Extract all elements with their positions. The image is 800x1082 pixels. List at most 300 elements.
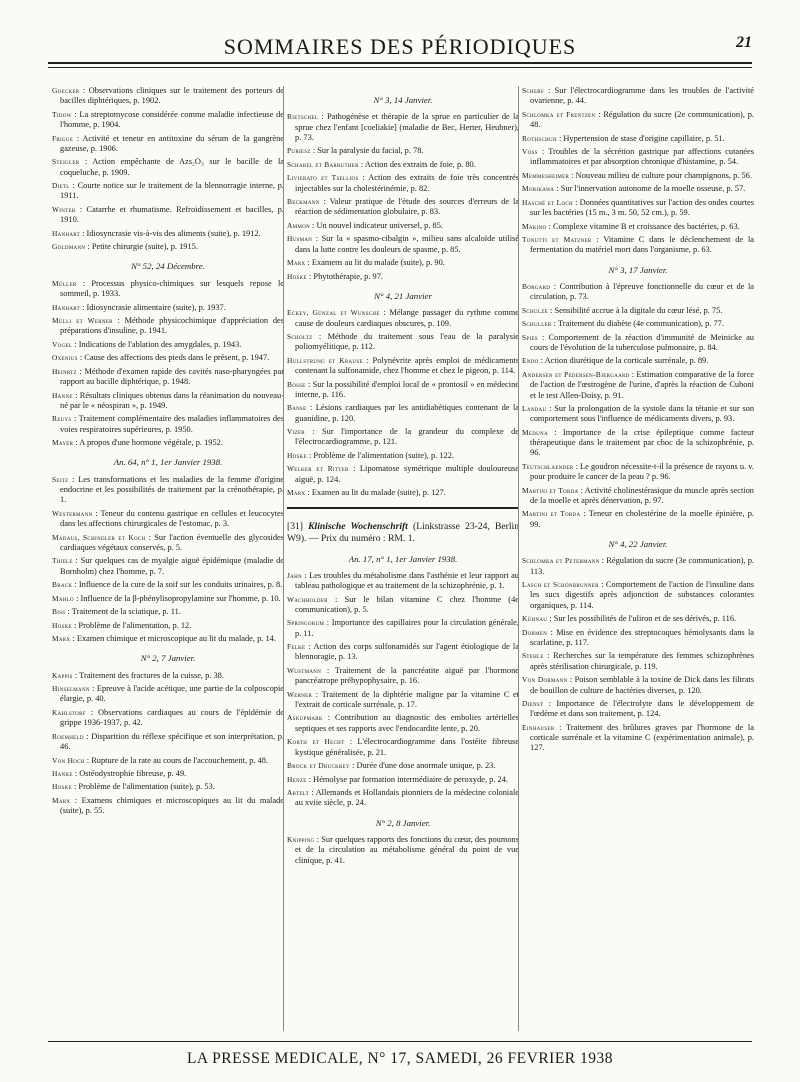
- issue-heading: An. 17, n° 1, 1er Janvier 1938.: [348, 553, 458, 564]
- article-author: Frigge: [52, 133, 74, 143]
- article-author: Springorum: [287, 618, 325, 628]
- article-author: Schlomka et Petermann: [522, 556, 600, 566]
- article-author: Thiele: [52, 556, 73, 566]
- article-author: Von Dormann: [522, 675, 568, 685]
- article-title: Traitement complémentaire des maladies inflammatoires des voies respiratoires supérieures, p. 1950.: [60, 414, 284, 434]
- article-title: Sur la prolongation de la systole dans la tétanie et sur son comportement sous l'influence de médicaments divers, p. 93.: [530, 404, 754, 424]
- article-title: A propos d'une hormone végétale, p. 1952.: [79, 438, 223, 448]
- article-entry: Eckey, Günzal et Wunsche : Mélange passager du rythme comme cause de douleurs cardiaques obscures, p. 109.: [287, 308, 519, 328]
- article-author: Hoske: [52, 782, 72, 792]
- article-title: Processus physico-chimiques sur lesquels repose le sommeil, p. 1933.: [60, 278, 284, 299]
- article-entry: Beckmann : Valeur pratique de l'étude des sources d'erreurs de la réaction de sédimentation globulaire, p. 83.: [287, 197, 519, 217]
- article-title: Un nouvel indicateur universel, p. 85.: [316, 220, 443, 230]
- article-entry: Wachholder : Sur le bilan vitamine C chez l'homme (4e communication), p. 5.: [287, 594, 519, 614]
- article-title: Catarrhe et rhumatisme. Refroidissement et bacilles, p. 1910.: [60, 204, 284, 225]
- article-title: Examen au lit du malade (suite), p. 127.: [311, 488, 446, 498]
- article-entry: Seitz : Les transformations et les maladies de la femme d'origine endocrine et les possibilités de traitement par la crénothérapie, p. 1.: [52, 474, 284, 505]
- article-entry: Madaus, Schindler et Koch : Sur l'action éventuelle des glycosides cardiaques végétaux conservés, p. 5.: [52, 532, 284, 552]
- article-entry: Westermann : Teneur du contenu gastrique en cellules et leucocytes dans les affections chirurgicales de l'estomac, p. 3.: [52, 508, 284, 529]
- article-author: Von Hoch: [52, 755, 85, 765]
- article-author: Mayer: [52, 438, 74, 448]
- article-author: Rietschel: [287, 112, 319, 122]
- article-author: Henze: [287, 774, 307, 784]
- article-author: Kahlstorf: [52, 707, 86, 717]
- article-author: Schulze: [522, 305, 548, 315]
- article-title: Courte notice sur le traitement de la blennorragie interne, p. 1911.: [60, 181, 284, 201]
- article-entry: Rietschel : Pathogénèse et thérapie de la sprue en particulier de la sprue chez l'enfant [coeliakie] (maladie de Bec, Herter, Heubner), p. 73.: [287, 112, 519, 142]
- article-entry: Schulze : Sensibilité accrue à la digitale du cœur lésé, p. 75.: [522, 305, 723, 315]
- article-author: Hanhart: [52, 302, 80, 312]
- article-title: Traitement de la sciatique, p. 11.: [71, 607, 181, 617]
- article-entry: Kahlstorf : Observations cardiaques au cours de l'épidémie de grippe 1936-1937, p. 42.: [52, 707, 284, 728]
- article-author: Memmesheimer: [522, 170, 570, 180]
- article-entry: Thiele : Sur quelques cas de myalgie aiguë épidémique (maladie de Bornholm) chez l'homme, p. 7.: [52, 556, 284, 576]
- column-3: [522, 86, 754, 1036]
- article-title: Régulation du sucre (3e communication), p. 113.: [530, 556, 754, 576]
- article-title: Sur l'importance de la grandeur du complexe de l'électrocardiogramme, p. 121.: [295, 427, 519, 447]
- article-title: Petite chirurgie (suite), p. 1915.: [91, 242, 198, 252]
- article-author: Wachholder: [287, 594, 328, 604]
- article-title: Poison semblable à la toxine de Dick dans les filtrats de bouillon de culture de bactéries diverses, p. 120.: [530, 675, 754, 695]
- article-author: Marx: [52, 634, 71, 644]
- article-title: Importance des capillaires pour la circulation générale, p. 11.: [295, 618, 519, 638]
- article-entry: Biss : Traitement de la sciatique, p. 11.: [52, 607, 181, 617]
- article-author: Reuys: [52, 414, 72, 424]
- article-entry: Hinselmann : Epreuve à l'acide acétique, une partie de la colposcopie élargie, p. 40.: [52, 684, 284, 704]
- header-rule-thin: [48, 67, 752, 68]
- article-title: Méthode du traitement sous l'eau de la paralysie poliomyélitique, p. 112.: [295, 332, 519, 352]
- article-title: Comportement de la réaction d'immunité de Meinicke au cours de l'évolution de la tuberculose pulmonaire, p. 84.: [530, 332, 754, 352]
- article-title: L'électrocardiogramme dans l'ostéite fibreuse kystique généralisée, p. 21.: [295, 737, 519, 757]
- article-author: Westermann: [52, 508, 93, 518]
- article-entry: Stehle : Recherches sur la température des femmes schizophrènes après stérilisation chirurgicale, p. 119.: [522, 651, 754, 671]
- article-author: Martini et Torda: [522, 485, 579, 495]
- article-author: Brock et Druckrey: [287, 761, 350, 771]
- article-title: Valeur pratique de l'étude des sources d'erreurs de la réaction de sédimentation globulaire, p. 83.: [295, 197, 519, 217]
- article-title: Résultats cliniques obtenus dans la réanimation du nouveau-né par le « néospiran », p. 1949.: [60, 390, 284, 410]
- article-title: Action empêchante de Azs₂O₃ sur le bacille de la coqueluche, p. 1909.: [60, 157, 284, 177]
- article-author: Roemheld: [52, 731, 84, 741]
- article-title: Action diurétique de la corticale surrénale, p. 89.: [544, 356, 709, 366]
- article-title: Examen chimique et microscopique au lit du malade, p. 14.: [76, 634, 276, 644]
- article-author: Müller: [52, 278, 77, 288]
- article-title: Idiosyncrasie vis-à-vis des aliments (suite), p. 1912.: [86, 228, 261, 238]
- article-author: Beckmann: [287, 197, 320, 207]
- article-title: Problème de l'alimentation, p. 12.: [78, 620, 192, 630]
- article-entry: Dormen : Mise en évidence des streptocoques hémolysants dans la scarlatine, p. 117.: [522, 627, 754, 647]
- article-author: Banse: [287, 403, 307, 413]
- article-author: Hanhart: [52, 228, 80, 238]
- article-author: Lasch et Schönbrunner: [522, 580, 599, 590]
- article-entry: Vizer : Sur l'importance de la grandeur du complexe de l'électrocardiogramme, p. 121.: [287, 427, 519, 447]
- article-title: Méthode d'examen rapide des cavités naso-pharyngées par rapport au bacille diphtérique, p. 1948.: [60, 366, 284, 387]
- article-entry: Springorum : Importance des capillaires pour la circulation générale, p. 11.: [287, 618, 519, 638]
- article-entry: Brack : Influence de la cure de la soif sur les conduits urinaires, p. 8.: [52, 580, 283, 590]
- article-title: Régulation du sucre (2e communication), p. 48.: [530, 109, 754, 130]
- article-title: Phytothérapie, p. 97.: [313, 271, 383, 281]
- article-author: Dienst: [522, 699, 544, 709]
- journal-details: (Linkstrasse 23-24, Berlin W9). — Prix du numéro : RM. 1.: [287, 520, 519, 544]
- article-title: Teneur en cholestérine de la moelle épinière, p. 99.: [530, 509, 754, 529]
- article-entry: Bosse : Sur la possibilité d'emploi local de « prontosil » en médecine interne, p. 116.: [287, 379, 519, 399]
- article-author: Landau: [522, 404, 547, 414]
- article-author: Vizer: [287, 427, 305, 437]
- article-author: Hoske: [287, 450, 307, 460]
- article-author: Steigler: [52, 157, 80, 167]
- article-entry: Hoske : Problème de l'alimentation (suite), p. 53.: [52, 782, 215, 792]
- article-author: Brack: [52, 580, 73, 590]
- article-author: Welker et Ritter: [287, 464, 349, 474]
- article-author: Dietl: [52, 181, 70, 191]
- article-entry: Livierato et Tsellios : Action des extraits de foie très concentrés injectables sur la cholestérinémie, p. 82.: [287, 173, 519, 193]
- article-author: Vogel: [52, 339, 73, 349]
- article-entry: Schabel et Barruther : Action des extraits de foie, p. 80.: [287, 159, 476, 169]
- article-title: Allemands et Hollandais pionniers de la médecine coloniale au xviie siècle, p. 24.: [295, 788, 519, 808]
- article-title: Contribution à l'épreuve fonctionnelle du cœur et de la circulation, p. 73.: [530, 281, 754, 302]
- issue-heading: N° 4, 22 Janvier.: [608, 539, 668, 550]
- header-rule: [48, 62, 752, 64]
- article-title: Recherches sur la température des femmes schizophrènes après stérilisation chirurgicale, p. 119.: [530, 651, 754, 671]
- article-entry: Rothschuh : Hypertension de stase d'origine capillaire, p. 51.: [522, 133, 725, 143]
- article-entry: Knipping : Sur quelques rapports des fonctions du cœur, des poumons et de la circulation au métabolisme général du point de vue clinique, p. 41.: [287, 834, 519, 865]
- article-author: Madaus, Schindler et Koch: [52, 532, 146, 542]
- article-entry: Husman : Sur la « spasmo-cibalgin », milieu sans alcaloïde utilisé dans la lutte contre les douleurs de spasme, p. 85.: [287, 234, 519, 254]
- article-title: Mise en évidence des streptocoques hémolysants dans la scarlatine, p. 117.: [530, 627, 754, 647]
- article-entry: Schlomka et Frentzen : Régulation du sucre (2e communication), p. 48.: [522, 109, 754, 130]
- article-entry: Von Hoch : Rupture de la rate au cours de l'accouchement, p. 48.: [52, 755, 269, 765]
- issue-heading: N° 4, 21 Janvier: [374, 290, 432, 301]
- article-entry: Morikawa : Sur l'innervation autonome de la moelle osseuse, p. 57.: [522, 184, 746, 194]
- article-author: Hanke: [52, 768, 73, 778]
- article-entry: Mahlo : Influence de la β-phénylisopropylamine sur l'homme, p. 10.: [52, 593, 281, 603]
- article-entry: Hoske : Phytothérapie, p. 97.: [287, 271, 383, 281]
- article-title: Importance de la crise épileptique comme facteur thérapeutique dans le traitement par choc de la schizophrénie, p. 96.: [530, 427, 754, 458]
- article-entry: Schuller : Traitement du diabète (4e communication), p. 77.: [522, 319, 724, 329]
- article-title: Pathogénèse et thérapie de la sprue en particulier de la sprue chez l'enfant [coeliakie] (maladie de Bec, Herter, Heubner), p. 73.: [295, 112, 519, 142]
- article-entry: Martini et Torda : Teneur en cholestérine de la moelle épinière, p. 99.: [522, 509, 754, 529]
- article-title: Ostéodystrophie fibreuse, p. 49.: [79, 768, 187, 778]
- article-author: Seitz: [52, 474, 69, 484]
- article-entry: Marx : Examens chimiques et microscopiques au lit du malade (suite), p. 55.: [52, 795, 284, 816]
- article-entry: Dietl : Courte notice sur le traitement de la blennorragie interne, p. 1911.: [52, 181, 284, 201]
- article-author: Werner: [287, 689, 313, 699]
- article-entry: Mayer : A propos d'une hormone végétale, p. 1952.: [52, 438, 223, 448]
- article-title: Rupture de la rate au cours de l'accouchement, p. 48.: [91, 755, 269, 765]
- article-author: Kühnau: [522, 614, 548, 624]
- column-2: [287, 86, 519, 1036]
- article-title: Idiosyncrasie alimentaire (suite), p. 1937.: [86, 302, 226, 312]
- article-author: Wustmann: [287, 665, 322, 675]
- article-title: Importance de l'électrolyte dans le développement de l'œdème et dans son traitement, p. 124.: [530, 699, 754, 719]
- article-title: Données quantitatives sur l'action des ondes courtes sur les bactéries (15 m., 3 m. 50, 52 cm.), p. 59.: [530, 197, 754, 218]
- article-title: Comportement de l'action de l'insuline dans les sucs digestifs après adjonction de substances colorantes organiques, p. 114.: [530, 580, 754, 610]
- article-entry: Tonutti et Matzner : Vitamine C dans le déclenchement de la fermentation du matériel mort dans l'organisme, p. 63.: [522, 235, 754, 255]
- article-title: Problème de l'alimentation (suite), p. 122.: [313, 450, 455, 460]
- article-entry: Reuys : Traitement complémentaire des maladies inflammatoires des voies respiratoires supérieures, p. 1950.: [52, 414, 284, 434]
- article-entry: Kühnau : Sur les possibilités de l'uliron et de ses dérivés, p. 116.: [522, 614, 737, 624]
- article-author: Scholtz: [287, 332, 313, 342]
- article-entry: Scherf : Sur l'électrocardiogramme dans les troubles de l'activité ovarienne, p. 44.: [522, 86, 754, 106]
- article-author: Korth et Hecht: [287, 737, 345, 747]
- article-title: Traitement des fractures de la cuisse, p. 38.: [79, 670, 224, 680]
- article-title: Influence de la β-phénylisopropylamine sur l'homme, p. 10.: [80, 593, 281, 603]
- article-entry: Endo : Action diurétique de la corticale surrénale, p. 89.: [522, 356, 709, 366]
- article-author: Andersen et Pedersen-Bjergaard: [522, 369, 630, 379]
- article-entry: Winter : Catarrhe et rhumatisme. Refroidissement et bacilles, p. 1910.: [52, 204, 284, 225]
- article-author: Schlomka et Frentzen: [522, 109, 596, 119]
- article-author: Tidow: [52, 109, 72, 119]
- article-title: Examens au lit du malade (suite), p. 90.: [311, 258, 445, 268]
- article-author: Livierato et Tsellios: [287, 173, 359, 183]
- article-author: Ammon: [287, 220, 310, 230]
- issue-heading: N° 3, 14 Janvier.: [373, 95, 433, 105]
- article-entry: Puriesz : Sur la paralysie du facial, p. 78.: [287, 146, 424, 156]
- article-title: Traitement des brûlures graves par l'hormone de la corticale surrénale et la vitamine C (expérimentation animale), p. 127.: [530, 722, 754, 753]
- article-title: Observations cardiaques au cours de l'épidémie de grippe 1936-1937, p. 42.: [60, 707, 284, 728]
- article-author: Schuller: [522, 319, 552, 329]
- article-author: Marx: [287, 488, 306, 498]
- article-author: Biss: [52, 607, 66, 617]
- article-entry: Vogel : Indications de l'ablation des amygdales, p. 1943.: [52, 339, 242, 349]
- article-title: Troubles de la sécrétion gastrique par affections cutanées inflammatoires et par absorption chronique d'histamine, p. 54.: [530, 147, 754, 167]
- article-author: Dormen: [522, 627, 548, 637]
- article-title: Hémolyse par formation intermédiaire de peroxyde, p. 24.: [313, 774, 509, 784]
- article-entry: Tidow : La streptomycose considérée comme maladie infectieuse de l'homme, p. 1904.: [52, 109, 284, 130]
- article-entry: Memmesheimer : Nouveau milieu de culture pour champignons, p. 56.: [522, 170, 752, 180]
- article-title: Disparition du réflexe spécifique et son interprétation, p. 46.: [60, 731, 284, 752]
- article-entry: Werner : Traitement de la diphtérie maligne par la vitamine C et l'extrait de corticale surrénale, p. 17.: [287, 689, 519, 709]
- article-author: Hoske: [52, 620, 72, 630]
- article-entry: Voss : Troubles de la sécrétion gastrique par affections cutanées inflammatoires et par absorption chronique d'histamine, p. 54.: [522, 147, 754, 167]
- issue-heading: N° 52, 24 Décembre.: [131, 261, 205, 272]
- article-title: Sur le bilan vitamine C chez l'homme (4e communication), p. 5.: [295, 594, 519, 614]
- article-title: Action des corps sulfonamidés sur l'agent étiologique de la blennoragie, p. 13.: [295, 642, 519, 662]
- article-author: Hasché et Loch: [522, 197, 573, 207]
- article-entry: Marx : Examen chimique et microscopique au lit du malade, p. 14.: [52, 634, 276, 644]
- article-entry: Frigge : Activité et teneur en antitoxine du sérum de la gangrène gazeuse, p. 1906.: [52, 133, 284, 153]
- article-title: Le goudron nécessite-t-il la présence de rayons u. v. pour produire le cancer de la peau ? p. 96.: [530, 461, 754, 482]
- article-author: Einhauser: [522, 722, 555, 732]
- article-entry: Steigler : Action empêchante de Azs₂O₃ sur le bacille de la coqueluche, p. 1909.: [52, 157, 284, 177]
- article-author: Tonutti et Matzner: [522, 235, 592, 245]
- article-title: Sensibilité accrue à la digitale du cœur lésé, p. 75.: [554, 305, 723, 315]
- journal-heading: [287, 521, 519, 545]
- journal-number: [31]: [287, 520, 303, 532]
- article-entry: Andersen et Pedersen-Bjergaard : Estimation comparative de la force de l'action de l'œstrogène de l'urine, d'après la réaction de Cuboni et le test Allen-Doisy, p. 91.: [522, 369, 754, 400]
- column-1: [52, 86, 284, 1036]
- article-title: Sur l'électrocardiogramme dans les troubles de l'activité ovarienne, p. 44.: [530, 86, 754, 106]
- article-author: Stehle: [522, 651, 544, 661]
- article-author: Martini et Torda: [522, 509, 581, 519]
- page-number: 21: [736, 34, 752, 51]
- article-author: Scherf: [522, 86, 545, 95]
- article-title: Méthode physicochimique d'appréciation des préparations d'insuline, p. 1941.: [60, 316, 284, 336]
- article-title: Les transformations et les maladies de la femme d'origine endocrine et les possibilités de traitement par la crénothérapie, p. 1.: [60, 474, 284, 505]
- article-title: Traitement du diabète (4e communication), p. 77.: [557, 319, 724, 329]
- article-title: Mélange passager du rythme comme cause de douleurs cardiaques obscures, p. 109.: [295, 308, 519, 328]
- article-author: Teutschlaender: [522, 461, 574, 471]
- article-title: Action des extraits de foie, p. 80.: [364, 159, 476, 169]
- article-title: Sur les possibilités de l'uliron et de ses dérivés, p. 116.: [553, 614, 737, 624]
- article-author: Marx: [287, 258, 306, 268]
- article-title: Epreuve à l'acide acétique, une partie de la colposcopie élargie, p. 40.: [60, 684, 284, 704]
- article-entry: Goldmann : Petite chirurgie (suite), p. 1915.: [52, 242, 198, 252]
- article-entry: Wustmann : Traitement de la pancréatite aiguë par l'hormone pancréatrope préhypophysaire, p. 16.: [287, 665, 519, 686]
- page-footer: LA PRESSE MEDICALE, N° 17, SAMEDI, 26 FEVRIER 1938: [186, 1050, 614, 1067]
- article-title: Lipomatose symétrique multiple douloureuse aiguë, p. 124.: [295, 464, 519, 484]
- article-title: Examens chimiques et microscopiques au lit du malade (suite), p. 55.: [60, 795, 284, 816]
- article-title: Cause des affections des pieds dans le présent, p. 1947.: [84, 353, 270, 363]
- article-entry: Hanhart : Idiosyncrasie vis-à-vis des aliments (suite), p. 1912.: [52, 228, 261, 238]
- article-title: Problème de l'alimentation (suite), p. 53.: [78, 782, 215, 792]
- article-entry: Brock et Druckrey : Durée d'une dose anormale unique, p. 23.: [287, 761, 496, 771]
- article-title: Sur quelques rapports des fonctions du cœur, des poumons et de la circulation au métabolisme général du point de vue clinique, p. 41.: [295, 834, 519, 865]
- article-entry: Hoske : Problème de l'alimentation, p. 12.: [52, 620, 192, 630]
- article-title: La streptomycose considérée comme maladie infectieuse de l'homme, p. 1904.: [60, 109, 284, 130]
- article-title: Sur l'innervation autonome de la moelle osseuse, p. 57.: [560, 184, 746, 194]
- journal-section: [287, 507, 519, 545]
- article-entry: Roemheld : Disparition du réflexe spécifique et son interprétation, p. 46.: [52, 731, 284, 752]
- article-entry: Hasché et Loch : Données quantitatives sur l'action des ondes courtes sur les bactéries (15 m., 3 m. 50, 52 cm.), p. 59.: [522, 197, 754, 218]
- article-entry: Jahn : Les troubles du métabolisme dans l'asthénie et leur rapport au tableau pathologique et au traitement de la schizophrénie, p. 1.: [287, 570, 519, 591]
- article-entry: Askupmark : Contribution au diagnostic des embolies artérielles septiques et ses rapports avec l'endocardite lente, p. 20.: [287, 713, 519, 733]
- article-title: Indications de l'ablation des amygdales, p. 1943.: [78, 339, 242, 349]
- article-entry: Meduna : Importance de la crise épileptique comme facteur thérapeutique dans le traitement par choc de la schizophrénie, p. 96.: [522, 427, 754, 458]
- article-title: Sur la paralysie du facial, p. 78.: [317, 146, 424, 156]
- article-author: Felke: [287, 642, 306, 652]
- article-entry: Landau : Sur la prolongation de la systole dans la tétanie et sur son comportement sous l'influence de médicaments divers, p. 93.: [522, 404, 754, 424]
- article-entry: Heinrtz : Méthode d'examen rapide des cavités naso-pharyngées par rapport au bacille diphtérique, p. 1948.: [52, 366, 284, 387]
- article-entry: Hanne : Résultats cliniques obtenus dans la réanimation du nouveau-né par le « néospiran », p. 1949.: [52, 390, 284, 410]
- issue-heading: N° 2, 8 Janvier.: [375, 817, 431, 828]
- article-author: Oxenius: [52, 353, 78, 363]
- article-entry: Korth et Hecht : L'électrocardiogramme dans l'ostéite fibreuse kystique généralisée, p. 21.: [287, 737, 519, 757]
- article-author: Makino: [522, 221, 547, 231]
- article-entry: Welker et Ritter : Lipomatose symétrique multiple douloureuse aiguë, p. 124.: [287, 464, 519, 484]
- issue-heading: N° 3, 17 Janvier.: [608, 264, 668, 275]
- article-title: Contribution au diagnostic des embolies artérielles septiques et ses rapports avec l'endocardite lente, p. 20.: [295, 713, 519, 733]
- article-author: Hanne: [52, 390, 73, 400]
- article-author: Bosse: [287, 379, 306, 389]
- article-title: Hypertension de stase d'origine capillaire, p. 51.: [563, 133, 725, 143]
- article-author: Goecker: [52, 86, 80, 95]
- article-title: Observations cliniques sur le traitement des porteurs de bacilles diphtériques, p. 1902.: [60, 86, 284, 106]
- article-entry: Borgard : Contribution à l'épreuve fonctionnelle du cœur et de la circulation, p. 73.: [522, 281, 754, 302]
- article-entry: Einhauser : Traitement des brûlures graves par l'hormone de la corticale surrénale et la vitamine C (expérimentation animale), p. 127.: [522, 722, 754, 753]
- article-entry: Oxenius : Cause des affections des pieds dans le présent, p. 1947.: [52, 353, 270, 363]
- article-author: Artelt: [287, 788, 309, 798]
- article-author: Winter: [52, 204, 76, 214]
- article-author: Schabel et Barruther: [287, 159, 359, 169]
- article-title: Sur la « spasmo-cibalgin », milieu sans alcaloïde utilisé dans la lutte contre les douleurs de spasme, p. 85.: [295, 234, 519, 254]
- article-entry: Lasch et Schönbrunner : Comportement de l'action de l'insuline dans les sucs digestifs après adjonction de substances colorantes organiques, p. 114.: [522, 580, 754, 610]
- article-entry: Von Dormann : Poison semblable à la toxine de Dick dans les filtrats de bouillon de culture de bactéries diverses, p. 120.: [522, 675, 754, 695]
- article-author: Morikawa: [522, 184, 555, 194]
- article-title: Activité cholinestérasique du muscle après section de la moelle et après dénervation, p. 97.: [530, 485, 754, 505]
- article-entry: Martini et Torda : Activité cholinestérasique du muscle après section de la moelle et après dénervation, p. 97.: [522, 485, 754, 505]
- article-title: Sur quelques cas de myalgie aiguë épidémique (maladie de Bornholm) chez l'homme, p. 7.: [60, 556, 284, 576]
- article-author: Heinrtz: [52, 366, 77, 376]
- column-divider: [283, 86, 284, 1031]
- issue-heading: N° 2, 7 Janvier.: [140, 653, 196, 664]
- article-author: Marx: [52, 795, 71, 805]
- article-author: Goldmann: [52, 242, 86, 252]
- article-title: Teneur du contenu gastrique en cellules et leucocytes dans les affections chirurgicales de l'estomac, p. 3.: [60, 508, 284, 529]
- article-entry: Ammon : Un nouvel indicateur universel, p. 85.: [287, 220, 443, 230]
- article-title: Complexe vitamine B et croissance des bactéries, p. 63.: [553, 221, 740, 231]
- article-title: Durée d'une dose anormale unique, p. 23.: [356, 761, 496, 771]
- article-entry: Hullstrung et Krause : Polynévrite après emploi de médicaments contenant la sulfonamide, chez l'homme et chez le pigeon, p. 114.: [287, 355, 519, 376]
- article-title: Lésions cardiaques par les antidiabétiques contenant de la guanidine, p. 120.: [295, 403, 519, 423]
- article-author: Knipping: [287, 834, 315, 844]
- footer-rule: [48, 1041, 752, 1042]
- article-author: Endo: [522, 356, 539, 366]
- article-author: Rothschuh: [522, 133, 557, 143]
- article-entry: Scholtz : Méthode du traitement sous l'eau de la paralysie poliomyélitique, p. 112.: [287, 332, 519, 352]
- article-author: Mahlo: [52, 593, 74, 603]
- article-title: Influence de la cure de la soif sur les conduits urinaires, p. 8.: [78, 580, 283, 590]
- article-author: Hullstrung et Krause: [287, 355, 363, 365]
- article-entry: Müller : Processus physico-chimiques sur lesquels repose le sommeil, p. 1933.: [52, 278, 284, 299]
- article-title: Les troubles du métabolisme dans l'asthénie et leur rapport au tableau pathologique et au traitement de la schizophrénie, p. 1.: [295, 570, 519, 591]
- article-author: Puriesz: [287, 146, 311, 156]
- article-author: Voss: [522, 147, 538, 157]
- article-entry: Marx : Examens au lit du malade (suite), p. 90.: [287, 258, 445, 268]
- article-entry: Felke : Action des corps sulfonamidés sur l'agent étiologique de la blennoragie, p. 13.: [287, 642, 519, 662]
- article-author: Spies: [522, 332, 538, 342]
- article-author: Jahn: [287, 570, 302, 580]
- article-author: Hoske: [287, 271, 307, 281]
- article-title: Activité et teneur en antitoxine du sérum de la gangrène gazeuse, p. 1906.: [60, 133, 284, 153]
- article-entry: Hanke : Ostéodystrophie fibreuse, p. 49.: [52, 768, 187, 778]
- article-entry: Banse : Lésions cardiaques par les antidiabétiques contenant de la guanidine, p. 120.: [287, 403, 519, 423]
- article-entry: Artelt : Allemands et Hollandais pionniers de la médecine coloniale au xviie siècle, p. 24.: [287, 788, 519, 808]
- article-entry: Kappis : Traitement des fractures de la cuisse, p. 38.: [52, 670, 224, 680]
- article-entry: Hanhart : Idiosyncrasie alimentaire (suite), p. 1937.: [52, 302, 226, 312]
- article-author: Husman: [287, 234, 313, 244]
- article-title: Vitamine C dans le déclenchement de la fermentation du matériel mort dans l'organisme, p. 63.: [530, 235, 754, 255]
- article-title: Action des extraits de foie très concentrés injectables sur la cholestérinémie, p. 82.: [295, 173, 519, 193]
- article-title: Polynévrite après emploi de médicaments contenant la sulfonamide, chez l'homme et chez le pigeon, p. 114.: [295, 355, 519, 376]
- issue-heading: An. 64, n° 1, 1er Janvier 1938.: [113, 457, 223, 468]
- article-title: Estimation comparative de la force de l'action de l'œstrogène de l'urine, d'après la réaction de Cuboni et le test Allen-Doisy, p. 91.: [530, 369, 754, 400]
- article-entry: Marx : Examen au lit du malade (suite), p. 127.: [287, 488, 446, 498]
- article-entry: Mülli et Werner : Méthode physicochimique d'appréciation des préparations d'insuline, p. 1941.: [52, 316, 284, 336]
- article-entry: Schlomka et Petermann : Régulation du sucre (3e communication), p. 113.: [522, 556, 754, 576]
- article-entry: Hoske : Problème de l'alimentation (suite), p. 122.: [287, 450, 455, 460]
- article-entry: Makino : Complexe vitamine B et croissance des bactéries, p. 63.: [522, 221, 740, 231]
- article-entry: Teutschlaender : Le goudron nécessite-t-il la présence de rayons u. v. pour produire le cancer de la peau ? p. 96.: [522, 461, 754, 482]
- article-author: Eckey, Günzal et Wunsche: [287, 308, 380, 318]
- journal-name: Klinische Wochenschrift: [308, 520, 408, 532]
- article-title: Traitement de la pancréatite aiguë par l'hormone pancréatrope préhypophysaire, p. 16.: [295, 665, 519, 686]
- article-author: Kappis: [52, 670, 73, 680]
- article-entry: Henze : Hémolyse par formation intermédiaire de peroxyde, p. 24.: [287, 774, 509, 784]
- article-author: Mülli et Werner: [52, 316, 113, 326]
- article-entry: Dienst : Importance de l'électrolyte dans le développement de l'œdème et dans son traitement, p. 124.: [522, 699, 754, 719]
- article-title: Sur l'action éventuelle des glycosides cardiaques végétaux conservés, p. 5.: [60, 532, 284, 552]
- article-author: Meduna: [522, 427, 548, 437]
- page-title: SOMMAIRES DES PÉRIODIQUES: [223, 34, 577, 59]
- article-title: Nouveau milieu de culture pour champignons, p. 56.: [575, 170, 752, 180]
- article-entry: Goecker : Observations cliniques sur le traitement des porteurs de bacilles diphtériques, p. 1902.: [52, 86, 284, 106]
- article-title: Sur la possibilité d'emploi local de « prontosil » en médecine interne, p. 116.: [295, 379, 519, 399]
- article-author: Askupmark: [287, 713, 323, 723]
- article-author: Hinselmann: [52, 684, 90, 694]
- column-divider: [518, 86, 519, 1031]
- article-entry: Spies : Comportement de la réaction d'immunité de Meinicke au cours de l'évolution de la tuberculose pulmonaire, p. 84.: [522, 332, 754, 352]
- article-title: Traitement de la diphtérie maligne par la vitamine C et l'extrait de corticale surrénale, p. 17.: [295, 689, 519, 709]
